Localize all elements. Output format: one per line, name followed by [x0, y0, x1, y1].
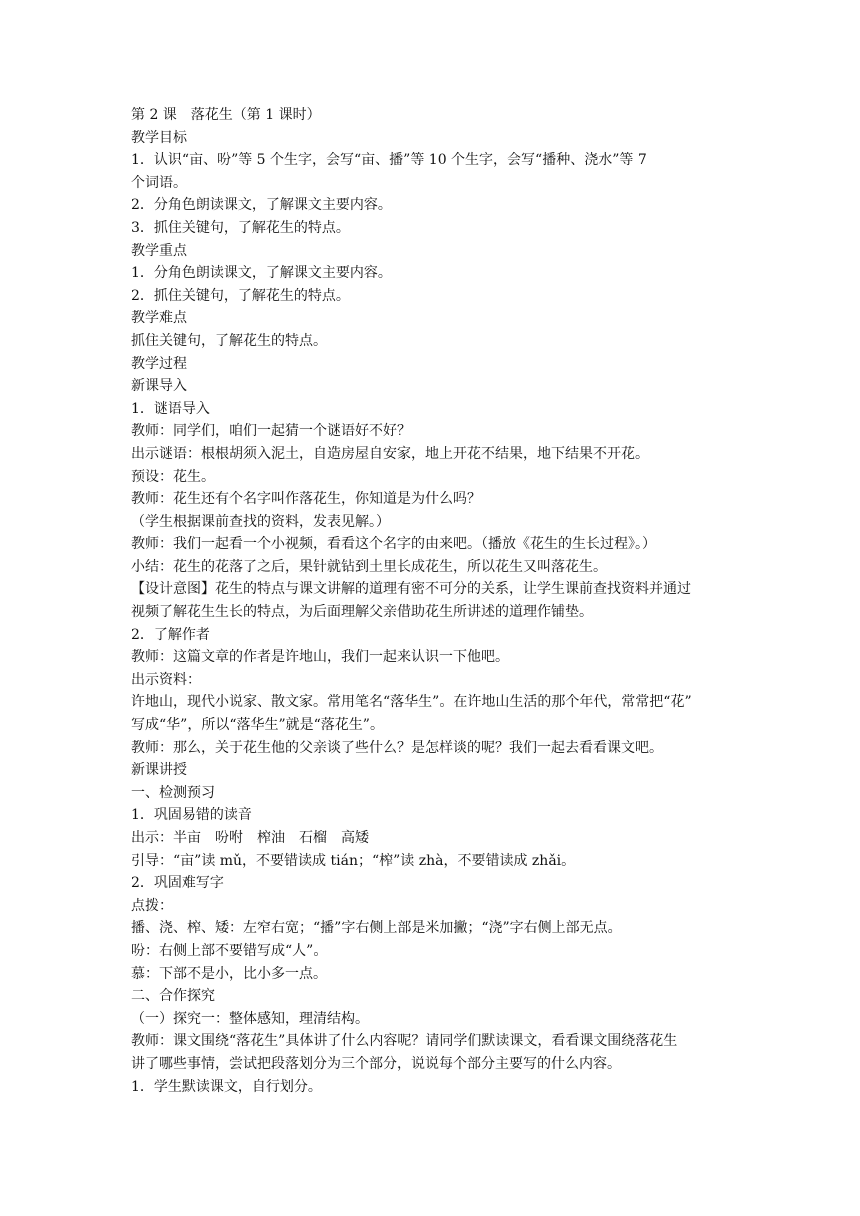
text-line: 3．抓住关键句，了解花生的特点。	[131, 219, 350, 236]
text-line: 教师：花生还有个名字叫作落花生，你知道是为什么吗？	[131, 491, 481, 508]
text-line: 教师：这篇文章的作者是许地山，我们一起来认识一下他吧。	[131, 649, 509, 666]
heading-teaching-focus: 教学重点	[131, 242, 187, 259]
text-line: 出示资料：	[131, 671, 201, 688]
design-intent-line: 【设计意图】花生的特点与课文讲解的道理有密不可分的关系，让学生课前查找资料并通过	[131, 581, 691, 598]
text-line: 写成“华”，所以“落华生”就是“落花生”。	[131, 717, 384, 734]
text-line: 1．分角色朗读课文，了解课文主要内容。	[131, 265, 392, 282]
text-line: 教师：那么，关于花生他的父亲谈了些什么？是怎样谈的呢？我们一起去看看课文吧。	[131, 739, 663, 756]
document-page	[131, 104, 731, 1098]
text-line: 点拨：	[131, 897, 173, 914]
text-line: 1．认识“亩、吩”等 5 个生字，会写“亩、播”等 10 个生字，会写“播种、浇水”等 7	[131, 152, 647, 169]
text-line: 1．学生默读课文，自行划分。	[131, 1078, 322, 1095]
text-line: 许地山，现代小说家、散文家。常用笔名“落华生”。在许地山生活的那个年代，常常把“花”	[131, 694, 692, 711]
text-line: 教师：我们一起看一个小视频，看看这个名字的由来吧。（播放《花生的生长过程》。）	[131, 536, 656, 553]
text-line: 个词语。	[131, 174, 187, 191]
text-line: 抓住关键句，了解花生的特点。	[131, 332, 327, 349]
text-line: 2．抓住关键句，了解花生的特点。	[131, 287, 350, 304]
text-line: 2．分角色朗读课文，了解课文主要内容。	[131, 197, 392, 214]
text-line: 2．巩固难写字	[131, 875, 224, 892]
heading-teaching-process: 教学过程	[131, 355, 187, 372]
text-line: 视频了解花生生长的特点，为后面理解父亲借助花生所讲述的道理作铺垫。	[131, 604, 593, 621]
heading-new-lesson-intro: 新课导入	[131, 378, 187, 395]
text-line: 出示：半亩 吩咐 榨油 石榴 高矮	[131, 830, 369, 846]
text-line: （一）探究一：整体感知，理清结构。	[131, 1010, 369, 1027]
text-line: 出示谜语：根根胡须入泥土，自造房屋自安家，地上开花不结果，地下结果不开花。	[131, 445, 649, 462]
text-line: 2．了解作者	[131, 626, 210, 643]
text-line: 播、浇、榨、矮：左窄右宽；“播”字右侧上部是米加撇；“浇”字右侧上部无点。	[131, 920, 622, 937]
text-line: 教师：同学们，咱们一起猜一个谜语好不好？	[131, 423, 411, 440]
text-line: 引导：“亩”读 mǔ，不要错读成 tián；“榨”读 zhà，不要错读成 zhǎi。	[131, 852, 576, 869]
text-line: 讲了哪些事情，尝试把段落划分为三个部分，说说每个部分主要写的什么内容。	[131, 1055, 621, 1072]
text-line: 教师：课文围绕“落花生”具体讲了什么内容呢？请同学们默读课文，看看课文围绕落花生	[131, 1033, 678, 1050]
section-heading: 一、检测预习	[131, 784, 215, 801]
text-line: 预设：花生。	[131, 468, 215, 485]
heading-teaching-goals: 教学目标	[131, 129, 187, 146]
heading-new-lesson-teaching: 新课讲授	[131, 762, 187, 779]
text-line: （学生根据课前查找的资料，发表见解。）	[131, 513, 390, 530]
heading-teaching-difficulty: 教学难点	[131, 310, 187, 327]
text-line: 1．谜语导入	[131, 400, 210, 417]
text-line: 慕：下部不是小，比小多一点。	[131, 965, 327, 982]
text-line: 1．巩固易错的读音	[131, 807, 252, 824]
text-line: 吩：右侧上部不要错写成“人”。	[131, 942, 328, 959]
section-heading: 二、合作探究	[131, 988, 215, 1005]
text-line: 小结：花生的花落了之后，果针就钻到土里长成花生，所以花生又叫落花生。	[131, 558, 607, 575]
lesson-title: 第 2 课 落花生（第 1 课时）	[131, 107, 321, 123]
